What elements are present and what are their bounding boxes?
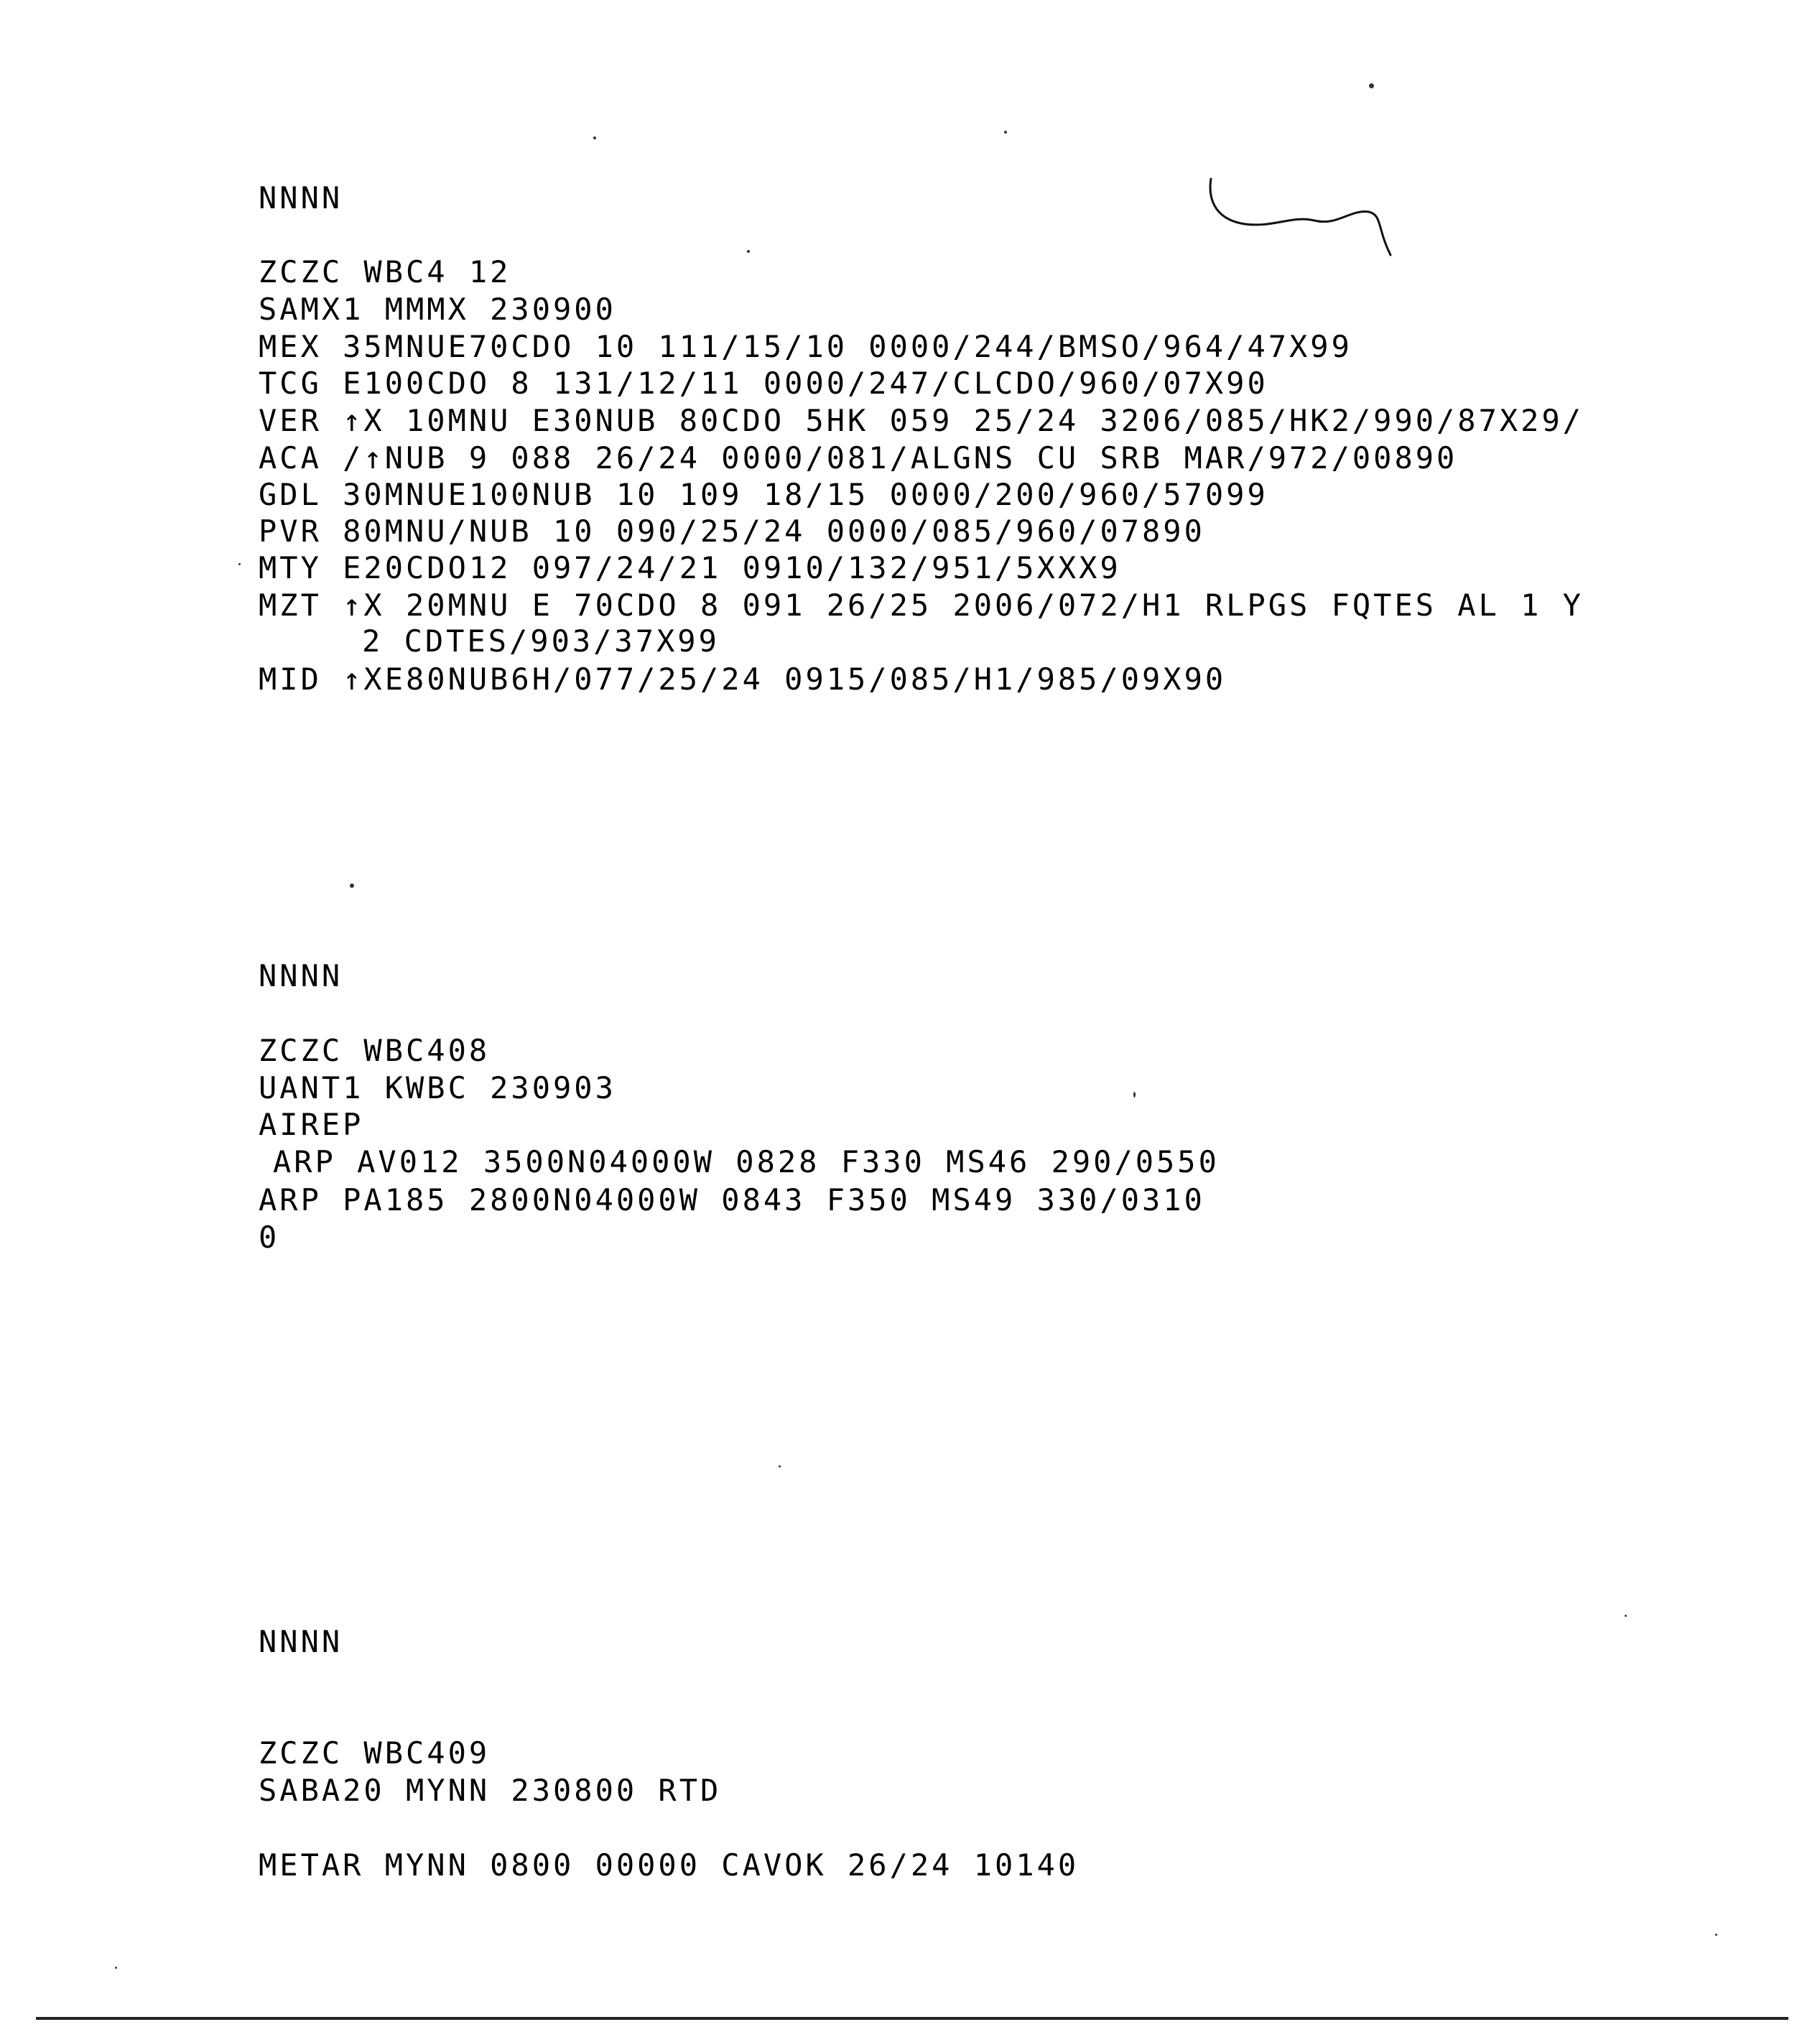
airep-heading: AIREP [259,1107,364,1142]
scan-speck [1715,1934,1717,1936]
report-line: TCG E100CDO 8 131/12/11 0000/247/CLCDO/960/07X90 [259,366,1268,401]
report-line: MZT ↑X 20MNU E 70CDO 8 091 26/25 2006/072/H1 RLPGS FQTES AL 1 Y [259,588,1584,623]
report-line: MTY E20CDO12 097/24/21 0910/132/951/5XXX9 [259,550,1121,585]
end-of-message-marker: NNNN [259,180,343,215]
aircraft-report-line: ARP PA185 2800N04000W 0843 F350 MS49 330/0310 [259,1182,1205,1217]
scan-speck [593,136,596,139]
report-line: GDL 30MNUE100NUB 10 109 18/15 0000/200/960/57099 [259,477,1268,512]
scan-speck [238,563,241,565]
report-line: ACA /↑NUB 9 088 26/24 0000/081/ALGNS CU SRB MAR/972/00890 [259,440,1458,476]
message-header: ZCZC WBC409 [259,1735,491,1771]
scan-speck [1625,1615,1627,1617]
report-line: VER ↑X 10MNU E30NUB 80CDO 5HK 059 25/24 3206/085/HK2/990/87X29/ [259,403,1584,438]
end-of-text-marker: 0 [259,1220,280,1255]
message-header: ZCZC WBC408 [259,1033,491,1068]
scan-speck [115,1967,117,1969]
report-line: PVR 80MNU/NUB 10 090/25/24 0000/085/960/07890 [259,514,1205,549]
bulletin-heading: SAMX1 MMMX 230900 [259,292,616,327]
end-of-message-marker: NNNN [259,1624,343,1659]
scan-speck [1004,131,1007,134]
scan-speck [1133,1092,1136,1098]
report-line: MID ↑XE80NUB6H/077/25/24 0915/085/H1/985/09X90 [259,662,1227,697]
report-line: MEX 35MNUE70CDO 10 111/15/10 0000/244/BMSO/964/47X99 [259,329,1352,364]
end-of-message-marker: NNNN [259,958,343,993]
scan-speck [350,883,354,888]
pen-stroke [1207,176,1422,269]
scan-speck [747,250,750,253]
metar-report-line: METAR MYNN 0800 00000 CAVOK 26/24 10140 [259,1847,1080,1883]
report-continuation-line: 2 CDTES/903/37X99 [362,623,720,659]
scan-speck [779,1465,781,1467]
aircraft-report-line: ARP AV012 3500N04000W 0828 F330 MS46 290/0550 [273,1144,1220,1179]
page-bottom-edge [36,2017,1788,2020]
bulletin-heading: UANT1 KWBC 230903 [259,1070,616,1105]
scan-speck [1369,83,1374,88]
bulletin-heading: SABA20 MYNN 230800 RTD [259,1773,722,1808]
message-header: ZCZC WBC4 12 [259,254,511,289]
